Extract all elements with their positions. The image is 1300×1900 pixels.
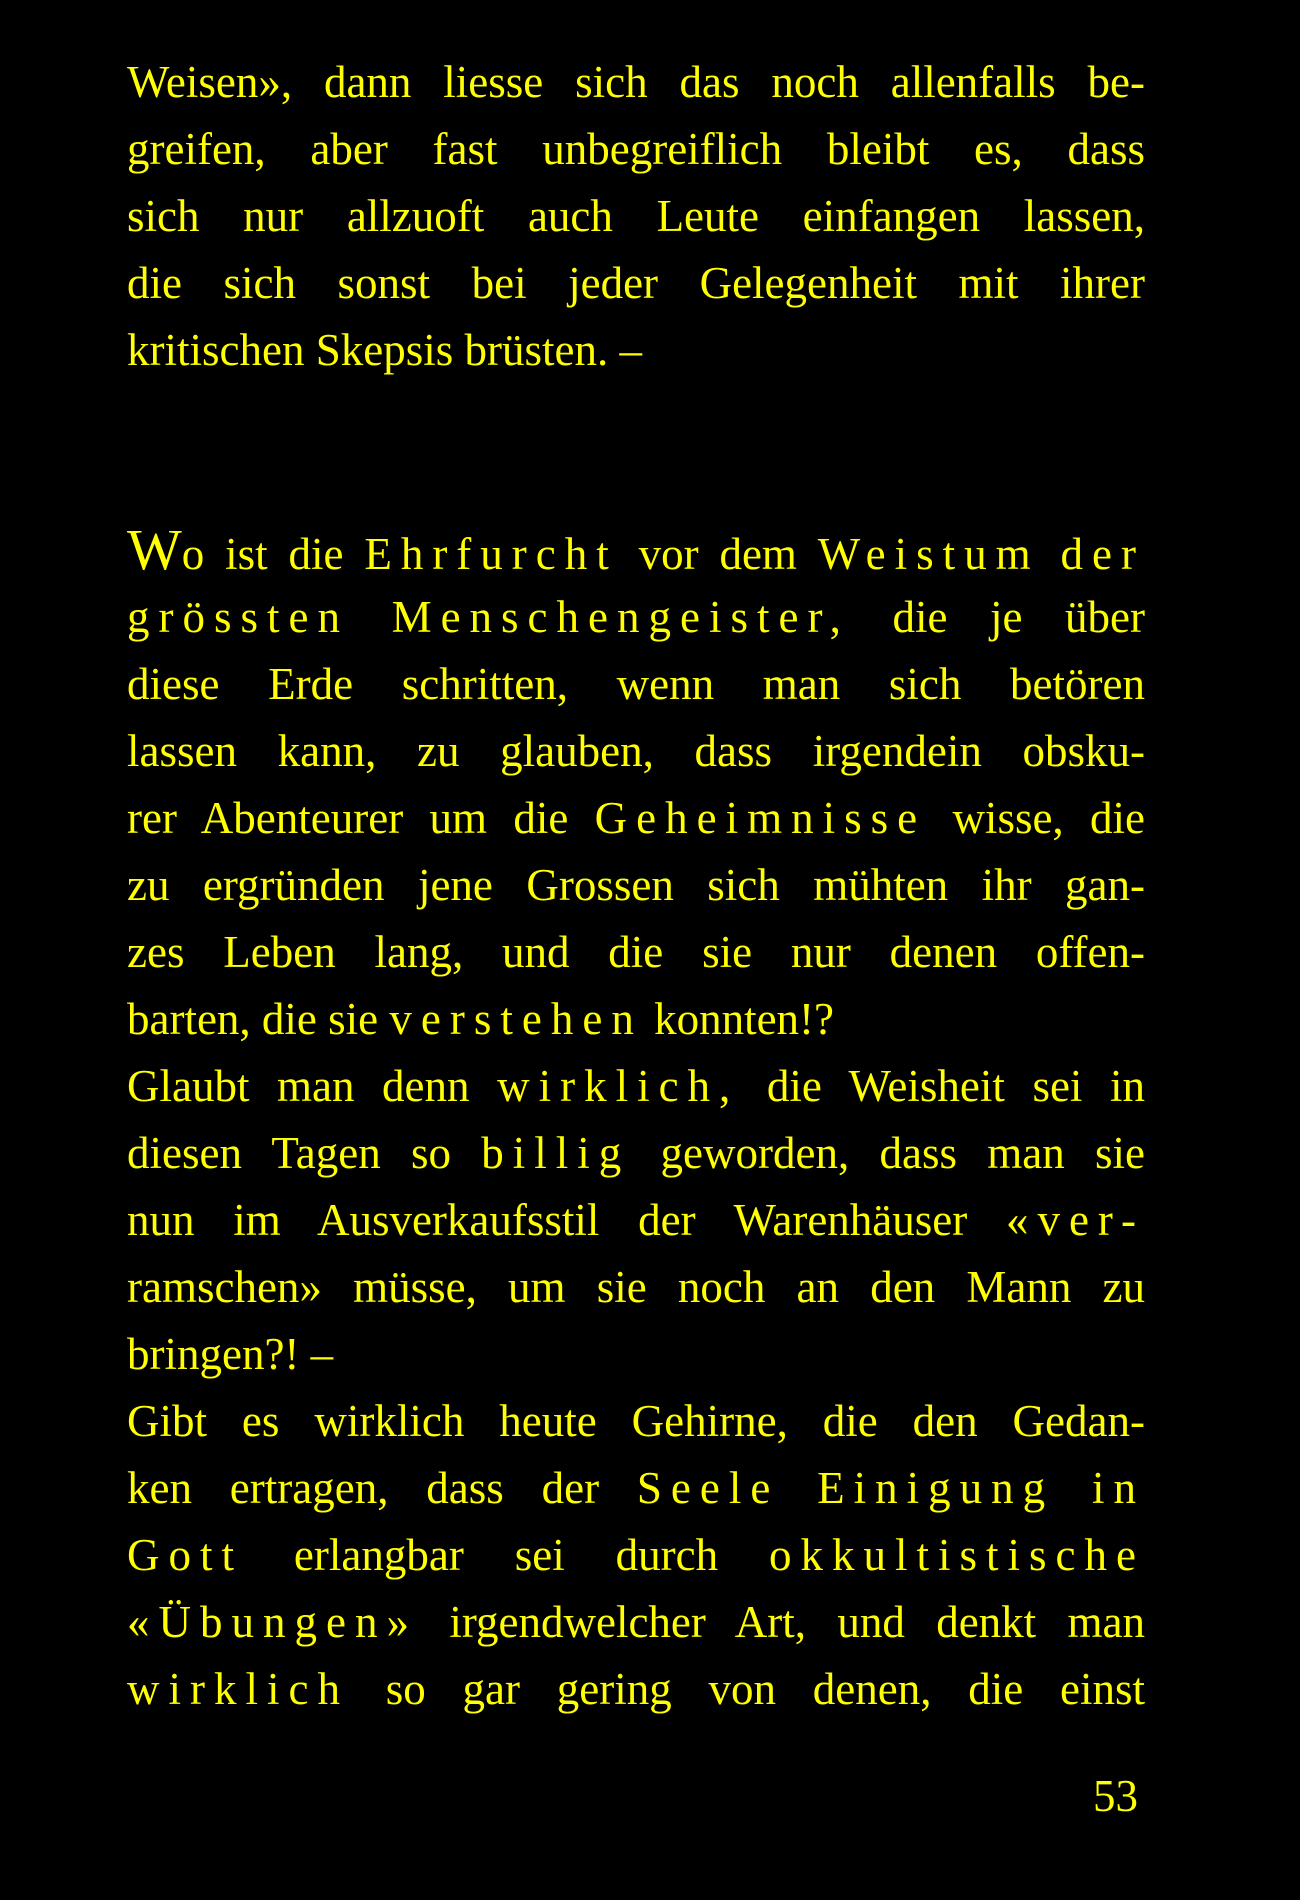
emphasized-text: wirklich — [127, 1664, 349, 1714]
text-line: barten, die sie verstehen konnten!? — [127, 994, 835, 1044]
text-line: ken ertragen, dass der Seele Einigung in — [127, 1463, 1145, 1513]
text-line: «Übungen» irgendwelcher Art, und denkt man — [127, 1597, 1145, 1647]
text-line: diese Erde schritten, wenn man sich betören — [127, 659, 1145, 709]
emphasized-text: Menschengeister, — [391, 592, 850, 642]
emphasized-text: «Übungen» — [127, 1597, 418, 1647]
text-line: bringen?! – — [127, 1329, 334, 1379]
emphasized-text: der — [1060, 529, 1145, 579]
drop-capital: W — [127, 517, 182, 582]
text-line: rer Abenteurer um die Geheimnisse wisse, die — [127, 793, 1145, 843]
text-line: die sich sonst bei jeder Gelegenheit mit ihrer — [127, 258, 1145, 308]
page-number: 53 — [1093, 1771, 1138, 1821]
text-line: grössten Menschengeister, die je über — [127, 592, 1145, 642]
emphasized-text: okkultistische — [769, 1530, 1145, 1580]
text-line: Gott erlangbar sei durch okkultistische — [127, 1530, 1145, 1580]
emphasized-text: Einigung — [817, 1463, 1055, 1513]
text-line: wirklich so gar gering von denen, die einst — [127, 1664, 1145, 1714]
text-line: ramschen» müsse, um sie noch an den Mann zu — [127, 1262, 1145, 1312]
text-line: Wo ist die Ehrfurcht vor dem Weistum der — [127, 517, 1145, 582]
emphasized-text: Geheimnisse — [594, 793, 927, 843]
text-line: diesen Tagen so billig geworden, dass man sie — [127, 1128, 1146, 1178]
text-line: Weisen», dann liesse sich das noch allenfalls be- — [127, 57, 1145, 107]
text-line: kritischen Skepsis brüsten. – — [127, 325, 642, 375]
text-line: Gibt es wirklich heute Gehirne, die den Gedan- — [127, 1396, 1145, 1446]
emphasized-text: «ver- — [1005, 1195, 1145, 1245]
text-line: sich nur allzuoft auch Leute einfangen lassen, — [127, 191, 1145, 241]
emphasized-text: Seele — [636, 1463, 780, 1513]
emphasized-text: billig — [481, 1128, 631, 1178]
emphasized-text: verstehen — [389, 994, 643, 1044]
text-line: zes Leben lang, und die sie nur denen offen- — [127, 927, 1145, 977]
text-line: Glaubt man denn wirklich, die Weisheit sei in — [127, 1061, 1145, 1111]
text-line: zu ergründen jene Grossen sich mühten ihr gan- — [127, 860, 1145, 910]
text-line: nun im Ausverkaufsstil der Warenhäuser «ver- — [127, 1195, 1145, 1245]
emphasized-text: Weistum — [817, 529, 1040, 579]
text-line: lassen kann, zu glauben, dass irgendein obsku- — [127, 726, 1145, 776]
emphasized-text: in — [1091, 1463, 1145, 1513]
text-line: greifen, aber fast unbegreiflich bleibt es, dass — [127, 124, 1145, 174]
emphasized-text: grössten — [127, 592, 349, 642]
emphasized-text: Ehrfurcht — [364, 529, 618, 579]
emphasized-text: wirklich, — [497, 1061, 740, 1111]
emphasized-text: Gott — [127, 1530, 244, 1580]
